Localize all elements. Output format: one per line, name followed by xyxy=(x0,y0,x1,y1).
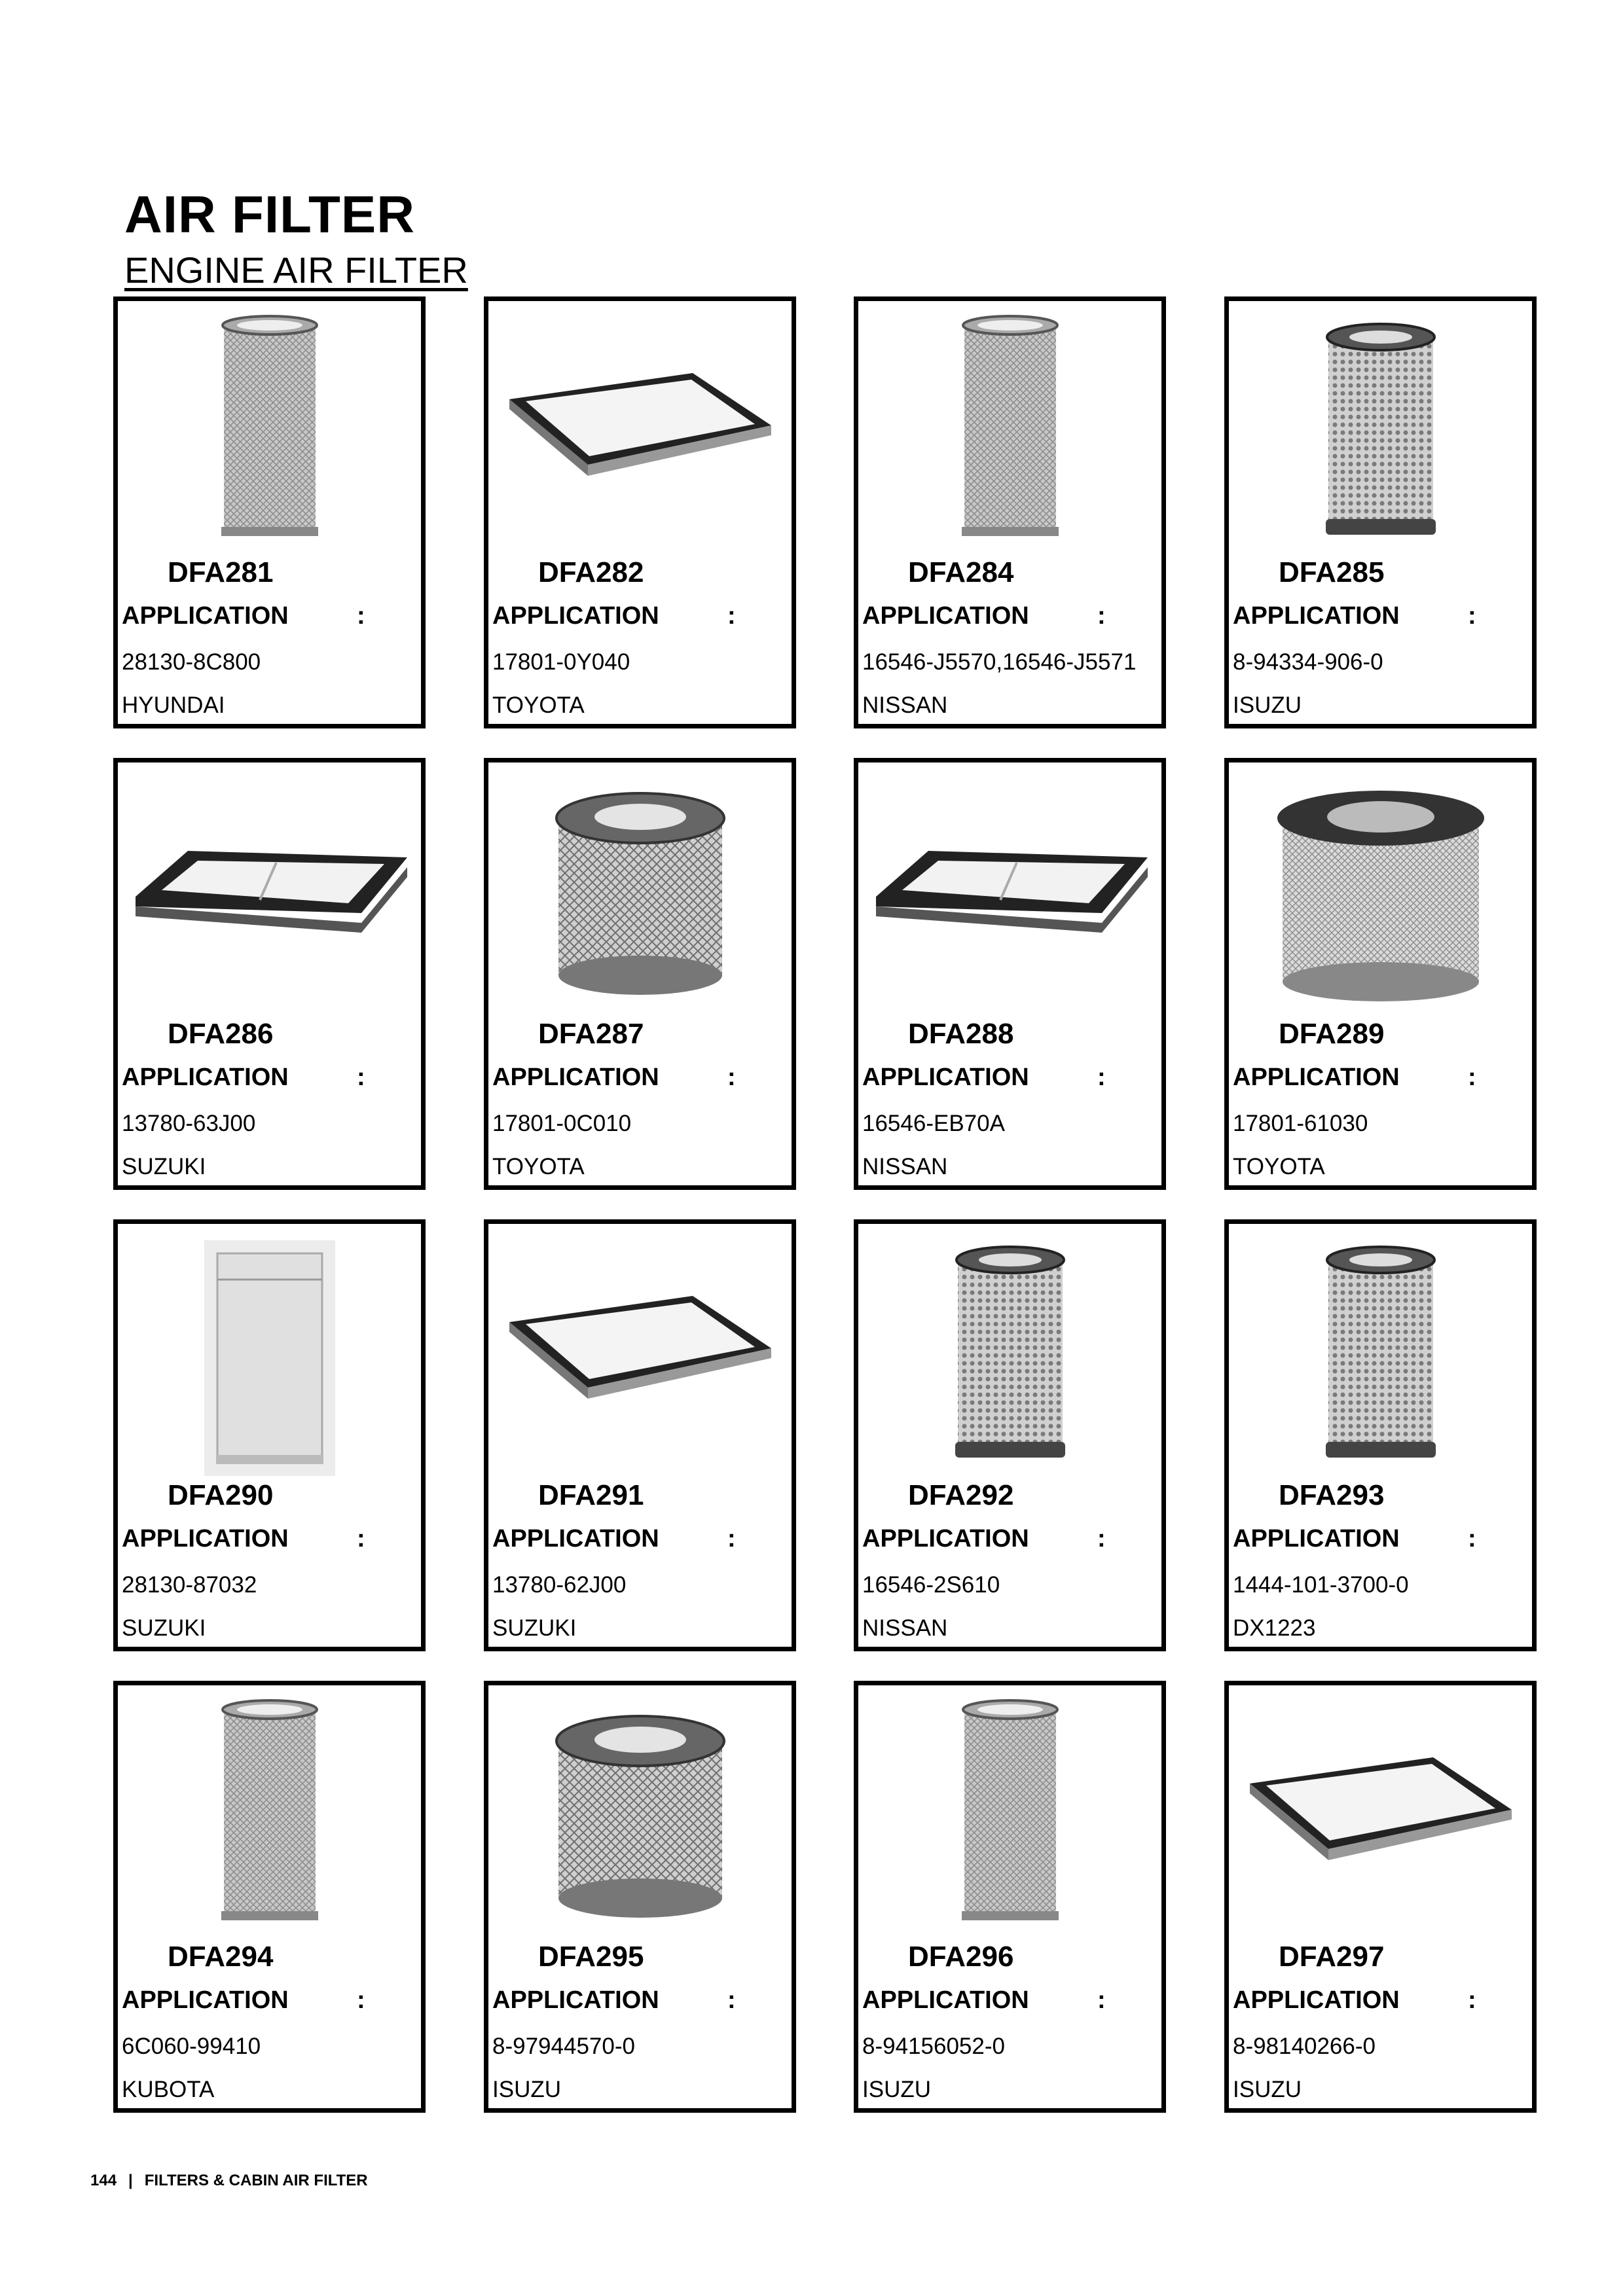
product-card xyxy=(484,758,796,1190)
application-label: APPLICATION xyxy=(122,1986,289,2014)
product-code: DFA292 xyxy=(908,1479,1014,1511)
product-image xyxy=(858,309,1161,558)
application-colon: : xyxy=(1468,602,1476,630)
product-image xyxy=(858,770,1161,1019)
page-title: AIR FILTER xyxy=(124,185,416,243)
product-image xyxy=(858,1232,1161,1480)
part-number: 6C060-99410 xyxy=(122,2034,261,2059)
product-code: DFA287 xyxy=(538,1018,644,1050)
part-number: 28130-87032 xyxy=(122,1572,257,1598)
page-subtitle: ENGINE AIR FILTER xyxy=(124,249,468,291)
vehicle-brand: ISUZU xyxy=(1233,2077,1302,2102)
application-colon: : xyxy=(357,1525,365,1552)
part-number: 17801-61030 xyxy=(1233,1111,1368,1136)
application-label: APPLICATION xyxy=(492,602,659,630)
part-number: 8-94156052-0 xyxy=(862,2034,1005,2059)
vehicle-brand: SUZUKI xyxy=(492,1615,577,1641)
application-colon: : xyxy=(1097,1986,1106,2014)
application-label: APPLICATION xyxy=(1233,1525,1400,1552)
vehicle-brand: ISUZU xyxy=(1233,692,1302,718)
product-code: DFA288 xyxy=(908,1018,1014,1050)
page-footer xyxy=(90,2172,368,2190)
part-number: 13780-62J00 xyxy=(492,1572,627,1598)
product-image xyxy=(488,1693,792,1942)
vehicle-brand: TOYOTA xyxy=(492,692,585,718)
application-colon: : xyxy=(727,602,736,630)
product-code: DFA282 xyxy=(538,556,644,588)
footer-section: FILTERS & CABIN AIR FILTER xyxy=(144,2172,368,2189)
product-card xyxy=(1224,1219,1537,1651)
application-colon: : xyxy=(1097,1525,1106,1552)
product-code: DFA290 xyxy=(168,1479,274,1511)
product-code: DFA284 xyxy=(908,556,1014,588)
product-card xyxy=(1224,296,1537,728)
application-label: APPLICATION xyxy=(862,1986,1029,2014)
product-card xyxy=(484,1219,796,1651)
part-number: 8-97944570-0 xyxy=(492,2034,635,2059)
part-number: 17801-0Y040 xyxy=(492,649,630,675)
part-number: 13780-63J00 xyxy=(122,1111,256,1136)
product-image xyxy=(488,770,792,1019)
product-code: DFA285 xyxy=(1279,556,1385,588)
application-label: APPLICATION xyxy=(122,602,289,630)
product-grid xyxy=(113,296,1534,2117)
vehicle-brand: TOYOTA xyxy=(1233,1154,1325,1179)
product-card xyxy=(854,758,1166,1190)
product-code: DFA296 xyxy=(908,1941,1014,1973)
vehicle-brand: TOYOTA xyxy=(492,1154,585,1179)
vehicle-brand: SUZUKI xyxy=(122,1615,206,1641)
product-code: DFA294 xyxy=(168,1941,274,1973)
part-number: 8-98140266-0 xyxy=(1233,2034,1376,2059)
vehicle-brand: NISSAN xyxy=(862,692,948,718)
product-card xyxy=(854,1681,1166,2113)
product-image xyxy=(118,1693,421,1942)
part-number: 1444-101-3700-0 xyxy=(1233,1572,1409,1598)
application-label: APPLICATION xyxy=(492,1064,659,1091)
application-label: APPLICATION xyxy=(1233,1986,1400,2014)
application-colon: : xyxy=(727,1986,736,2014)
product-card xyxy=(1224,758,1537,1190)
vehicle-brand: HYUNDAI xyxy=(122,692,225,718)
product-card xyxy=(484,1681,796,2113)
application-label: APPLICATION xyxy=(862,1525,1029,1552)
vehicle-brand: DX1223 xyxy=(1233,1615,1316,1641)
application-label: APPLICATION xyxy=(492,1986,659,2014)
application-label: APPLICATION xyxy=(1233,1064,1400,1091)
application-colon: : xyxy=(357,602,365,630)
product-card xyxy=(1224,1681,1537,2113)
product-code: DFA281 xyxy=(168,556,274,588)
application-colon: : xyxy=(727,1525,736,1552)
product-image xyxy=(1229,770,1532,1019)
part-number: 16546-EB70A xyxy=(862,1111,1005,1136)
product-image xyxy=(488,309,792,558)
application-label: APPLICATION xyxy=(122,1064,289,1091)
application-label: APPLICATION xyxy=(492,1525,659,1552)
product-image xyxy=(858,1693,1161,1942)
product-image xyxy=(1229,1693,1532,1942)
product-code: DFA295 xyxy=(538,1941,644,1973)
product-image xyxy=(488,1232,792,1480)
application-colon: : xyxy=(727,1064,736,1091)
vehicle-brand: SUZUKI xyxy=(122,1154,206,1179)
part-number: 16546-2S610 xyxy=(862,1572,1000,1598)
application-label: APPLICATION xyxy=(862,602,1029,630)
part-number: 28130-8C800 xyxy=(122,649,261,675)
product-card xyxy=(484,296,796,728)
product-code: DFA286 xyxy=(168,1018,274,1050)
application-colon: : xyxy=(1097,602,1106,630)
product-image xyxy=(118,309,421,558)
page-number: 144 xyxy=(90,2172,117,2189)
product-card xyxy=(113,1681,426,2113)
application-colon: : xyxy=(1468,1525,1476,1552)
application-label: APPLICATION xyxy=(122,1525,289,1552)
vehicle-brand: NISSAN xyxy=(862,1154,948,1179)
product-card xyxy=(113,758,426,1190)
product-card xyxy=(113,296,426,728)
product-card xyxy=(854,1219,1166,1651)
application-colon: : xyxy=(357,1986,365,2014)
product-code: DFA289 xyxy=(1279,1018,1385,1050)
application-label: APPLICATION xyxy=(862,1064,1029,1091)
part-number: 16546-J5570,16546-J5571 xyxy=(862,649,1137,675)
vehicle-brand: ISUZU xyxy=(492,2077,561,2102)
vehicle-brand: ISUZU xyxy=(862,2077,931,2102)
application-colon: : xyxy=(1468,1986,1476,2014)
product-image xyxy=(1229,309,1532,558)
application-colon: : xyxy=(1468,1064,1476,1091)
application-colon: : xyxy=(357,1064,365,1091)
vehicle-brand: NISSAN xyxy=(862,1615,948,1641)
product-image xyxy=(118,1232,421,1480)
product-card xyxy=(854,296,1166,728)
application-label: APPLICATION xyxy=(1233,602,1400,630)
product-card xyxy=(113,1219,426,1651)
part-number: 17801-0C010 xyxy=(492,1111,632,1136)
footer-separator: | xyxy=(128,2172,133,2189)
application-colon: : xyxy=(1097,1064,1106,1091)
product-image xyxy=(1229,1232,1532,1480)
product-image xyxy=(118,770,421,1019)
product-code: DFA297 xyxy=(1279,1941,1385,1973)
vehicle-brand: KUBOTA xyxy=(122,2077,215,2102)
product-code: DFA293 xyxy=(1279,1479,1385,1511)
product-code: DFA291 xyxy=(538,1479,644,1511)
part-number: 8-94334-906-0 xyxy=(1233,649,1383,675)
